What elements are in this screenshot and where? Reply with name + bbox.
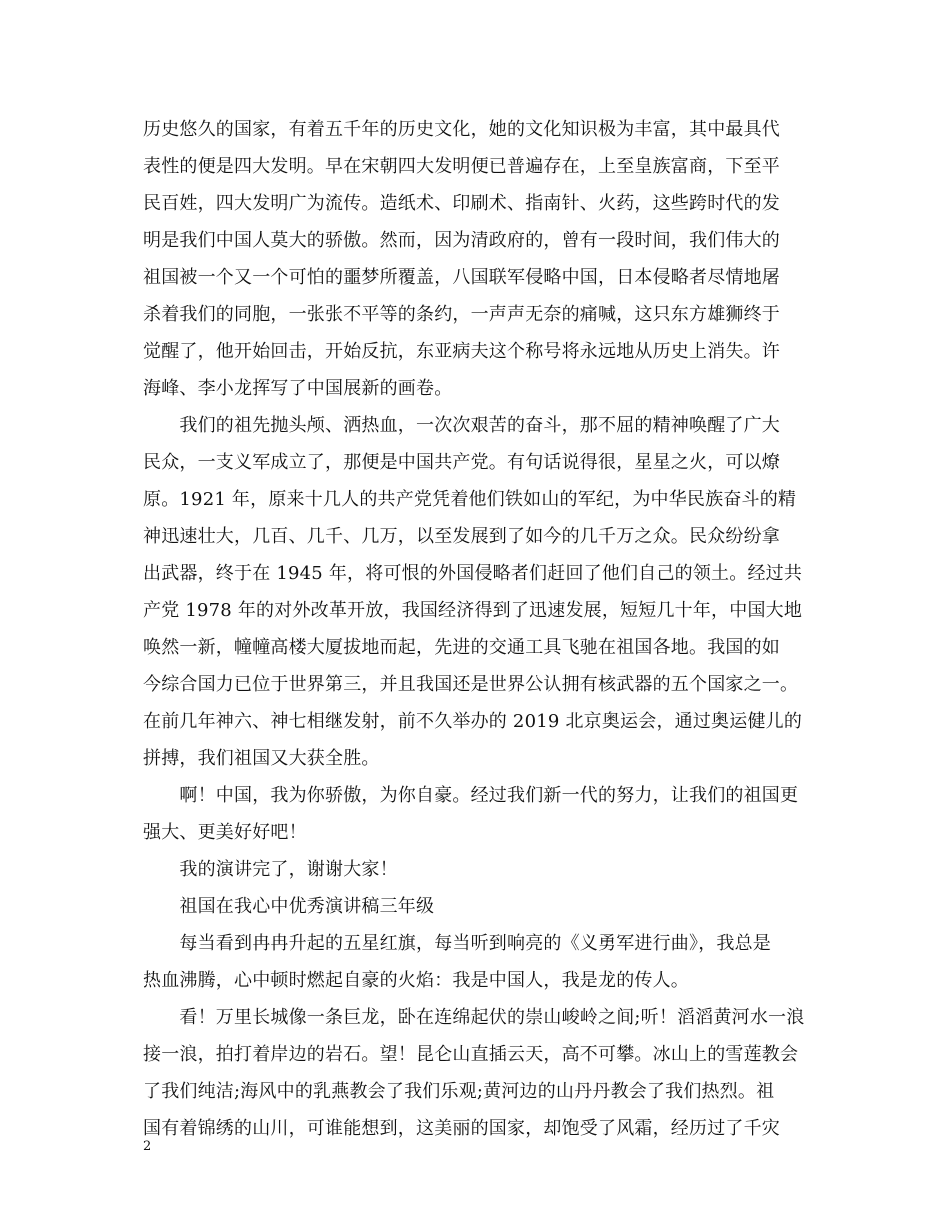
text-line: 表性的便是四大发明。早在宋朝四大发明便已普遍存在，上至皇族富商，下至平 [143, 156, 780, 177]
text-line: 神迅速壮大，几百、几千、几万，以至发展到了如今的几千万之众。民众纷纷拿 [143, 526, 780, 547]
text-line: 接一浪，拍打着岸边的岩石。望！昆仑山直插云天，高不可攀。冰山上的雪莲教会 [143, 1044, 799, 1065]
text-line: 明是我们中国人莫大的骄傲。然而，因为清政府的，曾有一段时间，我们伟大的 [143, 230, 780, 251]
text-line: 啊！中国，我为你骄傲，为你自豪。经过我们新一代的努力，让我们的祖国更 [143, 785, 799, 806]
text-line: 历史悠久的国家，有着五千年的历史文化，她的文化知识极为丰富，其中最具代 [143, 119, 780, 140]
text-line: 国有着锦绣的山川，可谁能想到，这美丽的国家，却饱受了风霜，经历过了千灾 [143, 1118, 780, 1139]
text-line: 出武器，终于在 1945 年，将可恨的外国侵略者们赶回了他们自己的领土。经过共 [143, 563, 803, 584]
page-number: 2 [143, 1139, 152, 1154]
text-line: 杀着我们的同胞，一张张不平等的条约，一声声无奈的痛喊，这只东方雄狮终于 [143, 304, 780, 325]
text-line: 祖国被一个又一个可怕的噩梦所覆盖，八国联军侵略中国，日本侵略者尽情地屠 [143, 267, 780, 288]
text-line: 觉醒了，他开始回击，开始反抗，东亚病夫这个称号将永远地从历史上消失。许 [143, 341, 780, 362]
text-line: 了我们纯洁;海风中的乳燕教会了我们乐观;黄河边的山丹丹教会了我们热烈。祖 [143, 1081, 775, 1102]
text-line: 我们的祖先抛头颅、洒热血，一次次艰苦的奋斗，那不屈的精神唤醒了广大 [143, 415, 780, 436]
text-line: 热血沸腾，心中顿时燃起自豪的火焰：我是中国人，我是龙的传人。 [143, 970, 689, 991]
text-line: 拼搏，我们祖国又大获全胜。 [143, 748, 380, 769]
text-line: 我的演讲完了，谢谢大家！ [143, 859, 398, 880]
text-line: 每当看到冉冉升起的五星红旗，每当听到响亮的《义勇军进行曲》，我总是 [143, 933, 771, 954]
text-line: 唤然一新，幢幢高楼大厦拔地而起，先进的交通工具飞驰在祖国各地。我国的如 [143, 637, 780, 658]
document-subheading: 祖国在我心中优秀演讲稿三年级 [143, 896, 435, 917]
text-line: 看！万里长城像一条巨龙，卧在连绵起伏的崇山峻岭之间;听！滔滔黄河水一浪 [143, 1007, 805, 1028]
text-line: 在前几年神六、神七相继发射，前不久举办的 2019 北京奥运会，通过奥运健儿的 [143, 711, 803, 732]
text-line: 原。1921 年，原来十几人的共产党凭着他们铁如山的军纪，为中华民族奋斗的精 [143, 489, 797, 510]
text-line: 海峰、李小龙挥写了中国展新的画卷。 [143, 378, 453, 399]
text-line: 民众，一支义军成立了，那便是中国共产党。有句话说得很，星星之火，可以燎 [143, 452, 780, 473]
text-line: 产党 1978 年的对外改革开放，我国经济得到了迅速发展，短短几十年，中国大地 [143, 600, 803, 621]
text-line: 强大、更美好好吧！ [143, 822, 307, 843]
text-line: 今综合国力已位于世界第三，并且我国还是世界公认拥有核武器的五个国家之一。 [143, 674, 799, 695]
text-line: 民百姓，四大发明广为流传。造纸术、印刷术、指南针、火药，这些跨时代的发 [143, 193, 780, 214]
